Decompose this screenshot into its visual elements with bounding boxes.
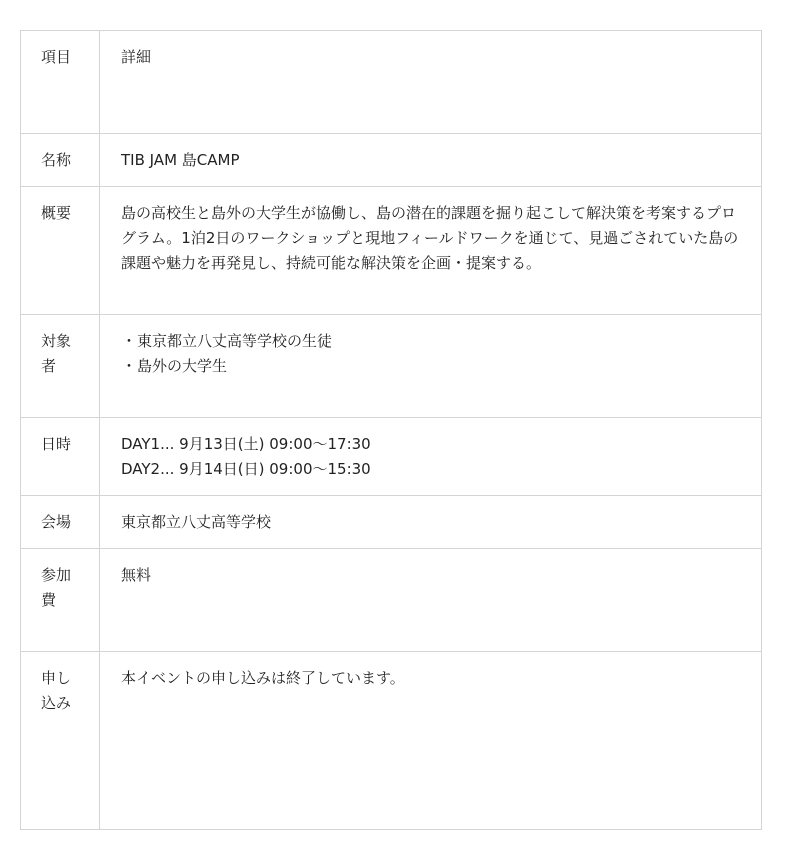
application-value-cell bbox=[100, 652, 762, 830]
fee-label-cell bbox=[21, 549, 100, 652]
target-item: 東京都立八丈高等学校の生徒 bbox=[137, 332, 333, 350]
fee-value-cell bbox=[100, 549, 762, 652]
venue-label: 会場 bbox=[41, 513, 72, 531]
fee-label: 参加費 bbox=[41, 566, 72, 609]
header-value: 詳細 bbox=[121, 48, 152, 66]
venue-label-cell bbox=[21, 496, 100, 549]
target-label: 対象者 bbox=[41, 332, 72, 375]
fee-row bbox=[21, 549, 762, 652]
venue-row bbox=[21, 496, 762, 549]
bullet-icon: ・ bbox=[121, 357, 137, 375]
venue-value-cell bbox=[100, 496, 762, 549]
name-label: 名称 bbox=[41, 151, 72, 169]
event-name: TIB JAM 島CAMP bbox=[121, 151, 240, 169]
overview-text: 島の高校生と島外の大学生が協働し、島の潜在的課題を掘り起こして解決策を考案するプログラム。1泊2日のワークショップと現地フィールドワークを通じて、見過ごされていた島の課題や魅力を再発見し、持続可能な解決策を企画・提案する。 bbox=[121, 204, 739, 272]
datetime-label: 日時 bbox=[41, 435, 72, 453]
name-value-cell bbox=[100, 134, 762, 187]
overview-row bbox=[21, 187, 762, 315]
application-status: 本イベントの申し込みは終了しています。 bbox=[121, 669, 405, 687]
header-label-cell bbox=[21, 31, 100, 134]
header-value-cell bbox=[100, 31, 762, 134]
name-label-cell bbox=[21, 134, 100, 187]
event-info-table bbox=[20, 30, 762, 830]
overview-label: 概要 bbox=[41, 204, 72, 222]
application-label: 申し込み bbox=[41, 669, 72, 712]
fee-text: 無料 bbox=[121, 566, 152, 584]
overview-value-cell bbox=[100, 187, 762, 315]
bullet-icon: ・ bbox=[121, 332, 137, 350]
application-label-cell bbox=[21, 652, 100, 830]
day2-schedule: DAY2... 9月14日(日) 09:00〜15:30 bbox=[121, 460, 371, 478]
datetime-label-cell bbox=[21, 418, 100, 496]
venue-text: 東京都立八丈高等学校 bbox=[121, 513, 272, 531]
name-row bbox=[21, 134, 762, 187]
datetime-row bbox=[21, 418, 762, 496]
day1-schedule: DAY1... 9月13日(土) 09:00〜17:30 bbox=[121, 435, 371, 453]
list-item bbox=[121, 354, 741, 379]
datetime-value-cell bbox=[100, 418, 762, 496]
table-header-row bbox=[21, 31, 762, 134]
list-item bbox=[121, 329, 741, 354]
target-row bbox=[21, 315, 762, 418]
header-label: 項目 bbox=[41, 48, 72, 66]
overview-label-cell bbox=[21, 187, 100, 315]
target-label-cell bbox=[21, 315, 100, 418]
target-list bbox=[121, 329, 741, 379]
application-row bbox=[21, 652, 762, 830]
target-item: 島外の大学生 bbox=[137, 357, 228, 375]
target-value-cell bbox=[100, 315, 762, 418]
